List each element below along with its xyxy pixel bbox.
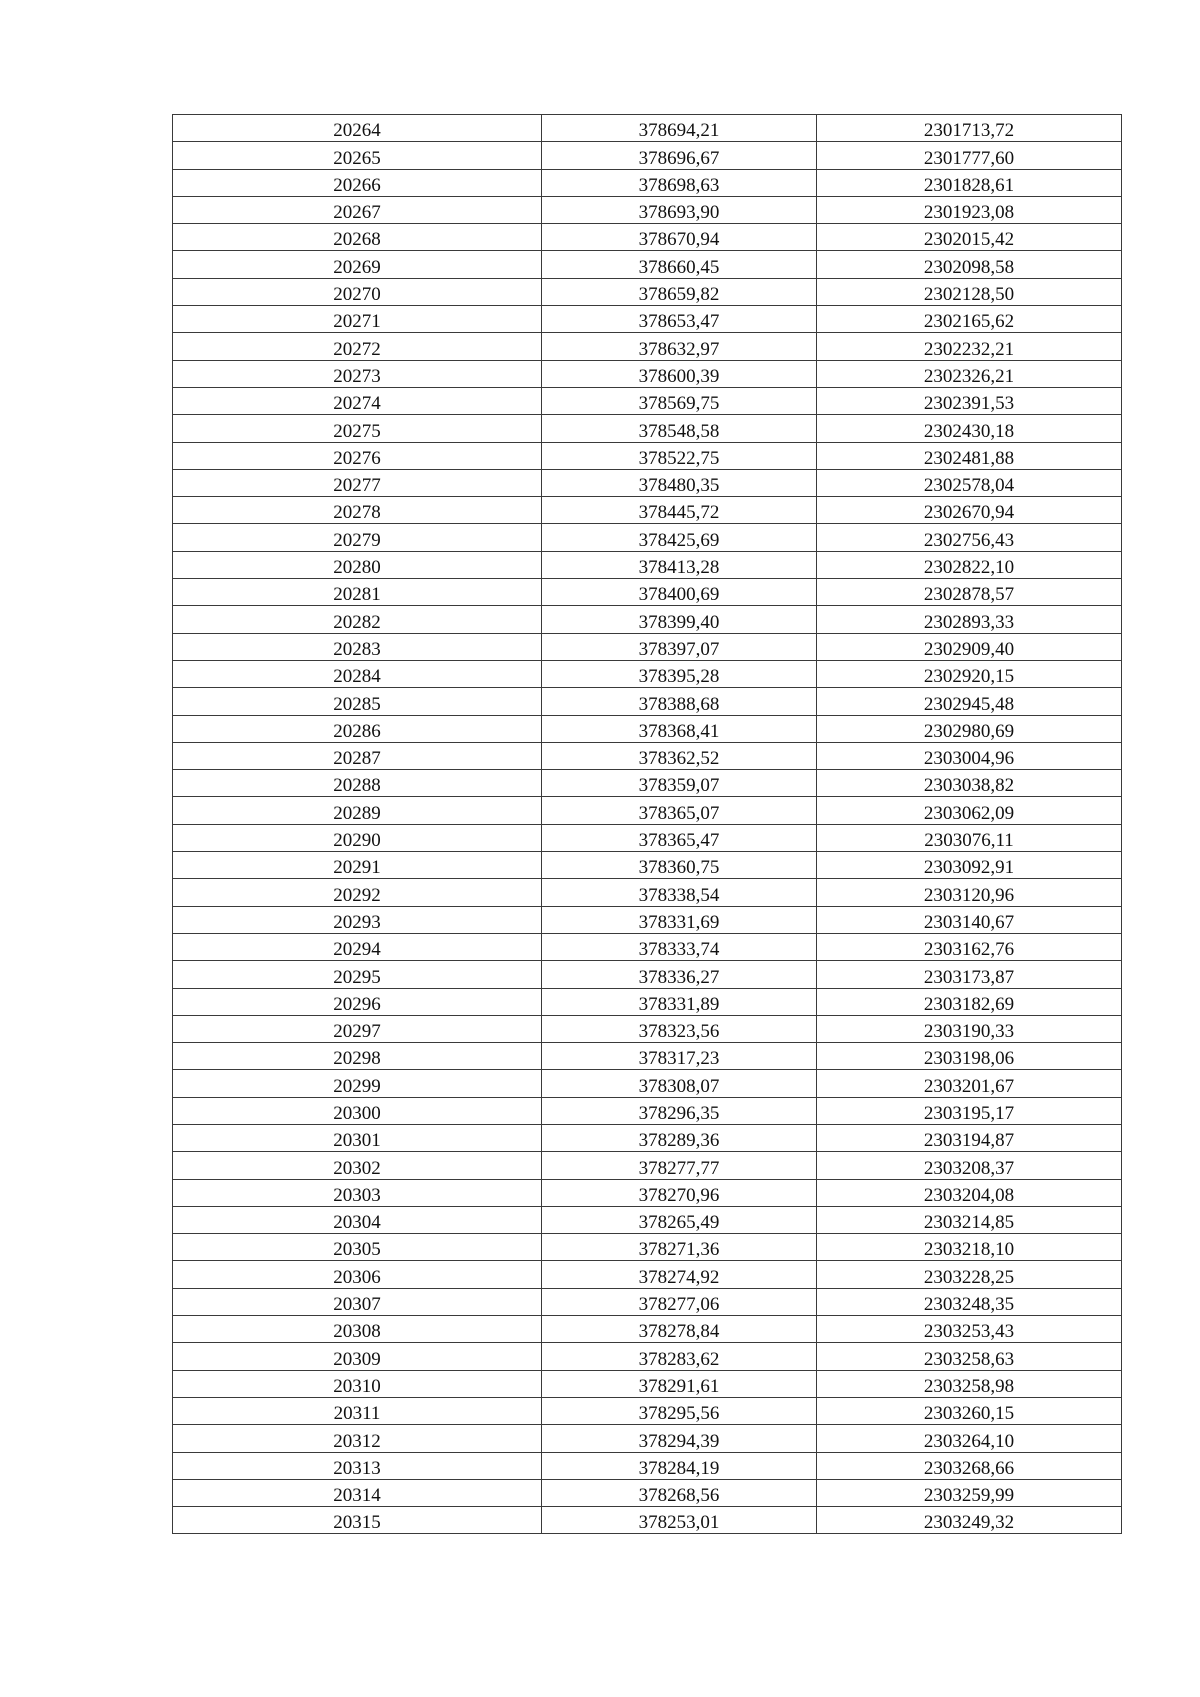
- point-number-cell: 20267: [173, 196, 542, 223]
- x-coordinate-cell: 378336,27: [542, 961, 817, 988]
- y-coordinate-cell: 2303258,98: [817, 1370, 1122, 1397]
- table-row: [173, 415, 1122, 442]
- y-coordinate-cell: 2302098,58: [817, 251, 1122, 278]
- point-number-cell: 20286: [173, 715, 542, 742]
- y-coordinate-cell: 2303248,35: [817, 1288, 1122, 1315]
- y-coordinate-cell: 2302980,69: [817, 715, 1122, 742]
- x-coordinate-cell: 378360,75: [542, 852, 817, 879]
- x-coordinate-cell: 378296,35: [542, 1097, 817, 1124]
- point-number-cell: 20305: [173, 1234, 542, 1261]
- y-coordinate-cell: 2303190,33: [817, 1015, 1122, 1042]
- table-row: [173, 306, 1122, 333]
- point-number-cell: 20276: [173, 442, 542, 469]
- x-coordinate-cell: 378294,39: [542, 1425, 817, 1452]
- point-number-cell: 20313: [173, 1452, 542, 1479]
- y-coordinate-cell: 2302756,43: [817, 524, 1122, 551]
- y-coordinate-cell: 2303249,32: [817, 1507, 1122, 1534]
- x-coordinate-cell: 378289,36: [542, 1124, 817, 1151]
- point-number-cell: 20309: [173, 1343, 542, 1370]
- table-row: [173, 1097, 1122, 1124]
- y-coordinate-cell: 2301777,60: [817, 142, 1122, 169]
- x-coordinate-cell: 378413,28: [542, 551, 817, 578]
- table-row: [173, 142, 1122, 169]
- y-coordinate-cell: 2302015,42: [817, 224, 1122, 251]
- point-number-cell: 20287: [173, 742, 542, 769]
- y-coordinate-cell: 2302945,48: [817, 688, 1122, 715]
- y-coordinate-cell: 2303214,85: [817, 1206, 1122, 1233]
- point-number-cell: 20265: [173, 142, 542, 169]
- table-row: [173, 797, 1122, 824]
- x-coordinate-cell: 378283,62: [542, 1343, 817, 1370]
- y-coordinate-cell: 2302893,33: [817, 606, 1122, 633]
- table-row: [173, 469, 1122, 496]
- point-number-cell: 20284: [173, 660, 542, 687]
- x-coordinate-cell: 378659,82: [542, 278, 817, 305]
- table-row: [173, 1507, 1122, 1534]
- table-row: [173, 1288, 1122, 1315]
- table-row: [173, 278, 1122, 305]
- point-number-cell: 20274: [173, 387, 542, 414]
- y-coordinate-cell: 2302430,18: [817, 415, 1122, 442]
- y-coordinate-cell: 2303062,09: [817, 797, 1122, 824]
- table-row: [173, 497, 1122, 524]
- table-row: [173, 1152, 1122, 1179]
- point-number-cell: 20285: [173, 688, 542, 715]
- x-coordinate-cell: 378365,07: [542, 797, 817, 824]
- x-coordinate-cell: 378271,36: [542, 1234, 817, 1261]
- x-coordinate-cell: 378333,74: [542, 933, 817, 960]
- point-number-cell: 20311: [173, 1397, 542, 1424]
- x-coordinate-cell: 378694,21: [542, 115, 817, 142]
- point-number-cell: 20296: [173, 988, 542, 1015]
- point-number-cell: 20291: [173, 852, 542, 879]
- table-row: [173, 1070, 1122, 1097]
- x-coordinate-cell: 378400,69: [542, 579, 817, 606]
- y-coordinate-cell: 2302578,04: [817, 469, 1122, 496]
- table-row: [173, 688, 1122, 715]
- y-coordinate-cell: 2303182,69: [817, 988, 1122, 1015]
- table-row: [173, 1316, 1122, 1343]
- y-coordinate-cell: 2303201,67: [817, 1070, 1122, 1097]
- table-row: [173, 715, 1122, 742]
- table-row: [173, 251, 1122, 278]
- y-coordinate-cell: 2302165,62: [817, 306, 1122, 333]
- coordinates-table: [172, 114, 1122, 1534]
- x-coordinate-cell: 378295,56: [542, 1397, 817, 1424]
- y-coordinate-cell: 2303253,43: [817, 1316, 1122, 1343]
- y-coordinate-cell: 2303092,91: [817, 852, 1122, 879]
- point-number-cell: 20271: [173, 306, 542, 333]
- x-coordinate-cell: 378359,07: [542, 770, 817, 797]
- point-number-cell: 20278: [173, 497, 542, 524]
- point-number-cell: 20290: [173, 824, 542, 851]
- x-coordinate-cell: 378277,06: [542, 1288, 817, 1315]
- x-coordinate-cell: 378632,97: [542, 333, 817, 360]
- point-number-cell: 20312: [173, 1425, 542, 1452]
- point-number-cell: 20307: [173, 1288, 542, 1315]
- x-coordinate-cell: 378291,61: [542, 1370, 817, 1397]
- y-coordinate-cell: 2303259,99: [817, 1479, 1122, 1506]
- table-row: [173, 1234, 1122, 1261]
- x-coordinate-cell: 378268,56: [542, 1479, 817, 1506]
- table-row: [173, 115, 1122, 142]
- point-number-cell: 20304: [173, 1206, 542, 1233]
- y-coordinate-cell: 2302920,15: [817, 660, 1122, 687]
- table-row: [173, 1425, 1122, 1452]
- point-number-cell: 20288: [173, 770, 542, 797]
- x-coordinate-cell: 378274,92: [542, 1261, 817, 1288]
- table-row: [173, 933, 1122, 960]
- y-coordinate-cell: 2302128,50: [817, 278, 1122, 305]
- y-coordinate-cell: 2303198,06: [817, 1043, 1122, 1070]
- point-number-cell: 20281: [173, 579, 542, 606]
- point-number-cell: 20300: [173, 1097, 542, 1124]
- table-row: [173, 333, 1122, 360]
- y-coordinate-cell: 2303264,10: [817, 1425, 1122, 1452]
- table-row: [173, 606, 1122, 633]
- point-number-cell: 20302: [173, 1152, 542, 1179]
- table-row: [173, 879, 1122, 906]
- table-row: [173, 169, 1122, 196]
- table-row: [173, 579, 1122, 606]
- point-number-cell: 20292: [173, 879, 542, 906]
- x-coordinate-cell: 378522,75: [542, 442, 817, 469]
- x-coordinate-cell: 378397,07: [542, 633, 817, 660]
- table-row: [173, 852, 1122, 879]
- y-coordinate-cell: 2301828,61: [817, 169, 1122, 196]
- y-coordinate-cell: 2302481,88: [817, 442, 1122, 469]
- x-coordinate-cell: 378569,75: [542, 387, 817, 414]
- y-coordinate-cell: 2303004,96: [817, 742, 1122, 769]
- x-coordinate-cell: 378323,56: [542, 1015, 817, 1042]
- x-coordinate-cell: 378600,39: [542, 360, 817, 387]
- y-coordinate-cell: 2303260,15: [817, 1397, 1122, 1424]
- x-coordinate-cell: 378548,58: [542, 415, 817, 442]
- point-number-cell: 20299: [173, 1070, 542, 1097]
- y-coordinate-cell: 2301713,72: [817, 115, 1122, 142]
- table-row: [173, 196, 1122, 223]
- table-row: [173, 1124, 1122, 1151]
- y-coordinate-cell: 2302391,53: [817, 387, 1122, 414]
- y-coordinate-cell: 2303162,76: [817, 933, 1122, 960]
- table-row: [173, 1043, 1122, 1070]
- y-coordinate-cell: 2303038,82: [817, 770, 1122, 797]
- point-number-cell: 20294: [173, 933, 542, 960]
- point-number-cell: 20308: [173, 1316, 542, 1343]
- point-number-cell: 20279: [173, 524, 542, 551]
- x-coordinate-cell: 378670,94: [542, 224, 817, 251]
- table-row: [173, 1370, 1122, 1397]
- y-coordinate-cell: 2303076,11: [817, 824, 1122, 851]
- y-coordinate-cell: 2303194,87: [817, 1124, 1122, 1151]
- y-coordinate-cell: 2303228,25: [817, 1261, 1122, 1288]
- table-row: [173, 1343, 1122, 1370]
- point-number-cell: 20283: [173, 633, 542, 660]
- x-coordinate-cell: 378368,41: [542, 715, 817, 742]
- point-number-cell: 20314: [173, 1479, 542, 1506]
- x-coordinate-cell: 378660,45: [542, 251, 817, 278]
- table-row: [173, 360, 1122, 387]
- y-coordinate-cell: 2303208,37: [817, 1152, 1122, 1179]
- x-coordinate-cell: 378277,77: [542, 1152, 817, 1179]
- y-coordinate-cell: 2302878,57: [817, 579, 1122, 606]
- y-coordinate-cell: 2301923,08: [817, 196, 1122, 223]
- point-number-cell: 20268: [173, 224, 542, 251]
- y-coordinate-cell: 2302822,10: [817, 551, 1122, 578]
- x-coordinate-cell: 378395,28: [542, 660, 817, 687]
- point-number-cell: 20269: [173, 251, 542, 278]
- x-coordinate-cell: 378308,07: [542, 1070, 817, 1097]
- x-coordinate-cell: 378253,01: [542, 1507, 817, 1534]
- x-coordinate-cell: 378338,54: [542, 879, 817, 906]
- y-coordinate-cell: 2303204,08: [817, 1179, 1122, 1206]
- table-row: [173, 387, 1122, 414]
- x-coordinate-cell: 378425,69: [542, 524, 817, 551]
- y-coordinate-cell: 2302326,21: [817, 360, 1122, 387]
- point-number-cell: 20289: [173, 797, 542, 824]
- table-row: [173, 1479, 1122, 1506]
- point-number-cell: 20297: [173, 1015, 542, 1042]
- y-coordinate-cell: 2303218,10: [817, 1234, 1122, 1261]
- x-coordinate-cell: 378270,96: [542, 1179, 817, 1206]
- table-row: [173, 1206, 1122, 1233]
- table-row: [173, 633, 1122, 660]
- point-number-cell: 20315: [173, 1507, 542, 1534]
- coordinates-table-body: [173, 115, 1122, 1534]
- point-number-cell: 20295: [173, 961, 542, 988]
- x-coordinate-cell: 378265,49: [542, 1206, 817, 1233]
- x-coordinate-cell: 378365,47: [542, 824, 817, 851]
- table-row: [173, 1015, 1122, 1042]
- point-number-cell: 20293: [173, 906, 542, 933]
- y-coordinate-cell: 2302909,40: [817, 633, 1122, 660]
- x-coordinate-cell: 378698,63: [542, 169, 817, 196]
- x-coordinate-cell: 378362,52: [542, 742, 817, 769]
- point-number-cell: 20303: [173, 1179, 542, 1206]
- point-number-cell: 20272: [173, 333, 542, 360]
- x-coordinate-cell: 378284,19: [542, 1452, 817, 1479]
- table-row: [173, 961, 1122, 988]
- y-coordinate-cell: 2303140,67: [817, 906, 1122, 933]
- table-row: [173, 524, 1122, 551]
- x-coordinate-cell: 378278,84: [542, 1316, 817, 1343]
- point-number-cell: 20306: [173, 1261, 542, 1288]
- point-number-cell: 20282: [173, 606, 542, 633]
- x-coordinate-cell: 378653,47: [542, 306, 817, 333]
- table-row: [173, 660, 1122, 687]
- y-coordinate-cell: 2302670,94: [817, 497, 1122, 524]
- x-coordinate-cell: 378331,69: [542, 906, 817, 933]
- table-row: [173, 988, 1122, 1015]
- table-row: [173, 1179, 1122, 1206]
- x-coordinate-cell: 378693,90: [542, 196, 817, 223]
- table-row: [173, 551, 1122, 578]
- point-number-cell: 20270: [173, 278, 542, 305]
- y-coordinate-cell: 2303268,66: [817, 1452, 1122, 1479]
- table-row: [173, 442, 1122, 469]
- point-number-cell: 20298: [173, 1043, 542, 1070]
- x-coordinate-cell: 378317,23: [542, 1043, 817, 1070]
- table-row: [173, 224, 1122, 251]
- y-coordinate-cell: 2303195,17: [817, 1097, 1122, 1124]
- point-number-cell: 20301: [173, 1124, 542, 1151]
- x-coordinate-cell: 378399,40: [542, 606, 817, 633]
- table-row: [173, 824, 1122, 851]
- table-row: [173, 1452, 1122, 1479]
- point-number-cell: 20310: [173, 1370, 542, 1397]
- point-number-cell: 20273: [173, 360, 542, 387]
- point-number-cell: 20266: [173, 169, 542, 196]
- table-row: [173, 1261, 1122, 1288]
- x-coordinate-cell: 378696,67: [542, 142, 817, 169]
- y-coordinate-cell: 2303258,63: [817, 1343, 1122, 1370]
- y-coordinate-cell: 2302232,21: [817, 333, 1122, 360]
- table-row: [173, 742, 1122, 769]
- point-number-cell: 20280: [173, 551, 542, 578]
- y-coordinate-cell: 2303173,87: [817, 961, 1122, 988]
- x-coordinate-cell: 378480,35: [542, 469, 817, 496]
- table-row: [173, 1397, 1122, 1424]
- x-coordinate-cell: 378388,68: [542, 688, 817, 715]
- point-number-cell: 20275: [173, 415, 542, 442]
- y-coordinate-cell: 2303120,96: [817, 879, 1122, 906]
- x-coordinate-cell: 378445,72: [542, 497, 817, 524]
- point-number-cell: 20277: [173, 469, 542, 496]
- table-row: [173, 770, 1122, 797]
- table-row: [173, 906, 1122, 933]
- point-number-cell: 20264: [173, 115, 542, 142]
- x-coordinate-cell: 378331,89: [542, 988, 817, 1015]
